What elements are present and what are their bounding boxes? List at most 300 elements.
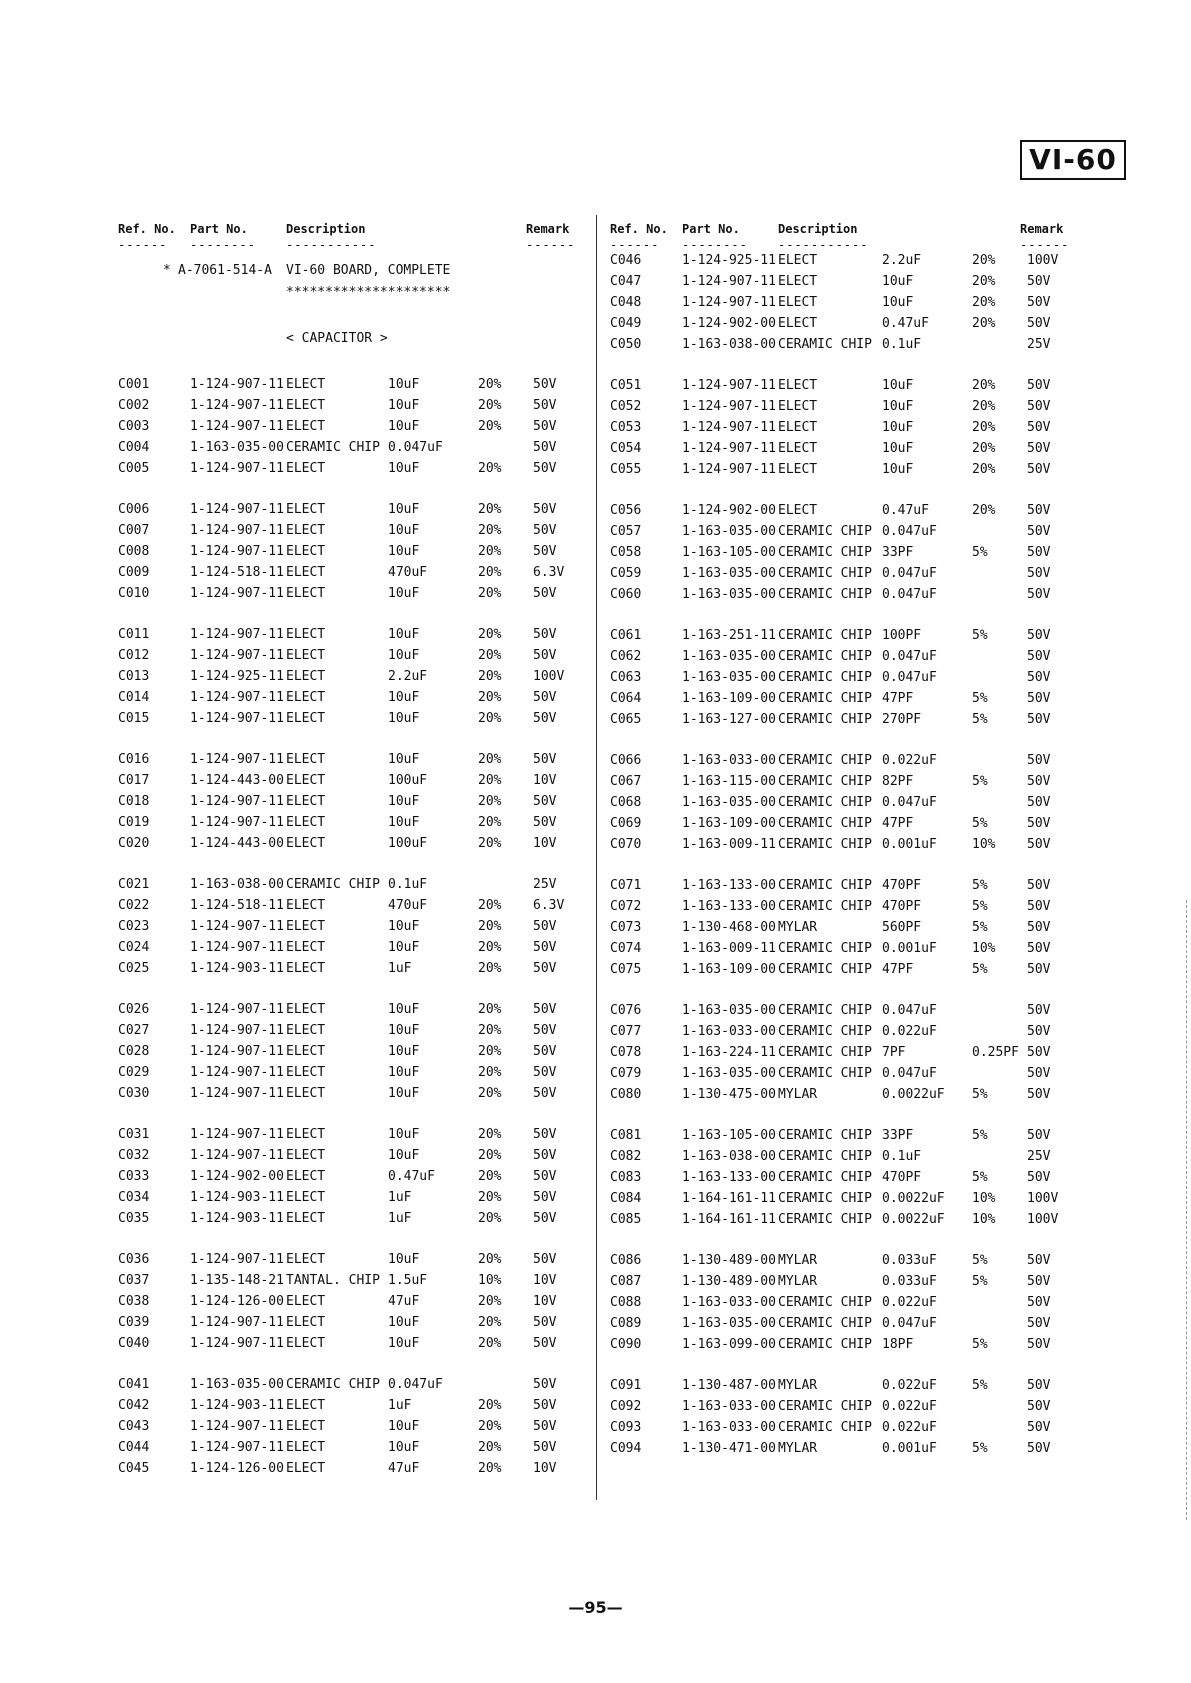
part-no: 1-163-035-00 (682, 587, 776, 602)
parts-row (610, 938, 1070, 959)
header-description-underline: ----------- (778, 238, 869, 252)
tolerance: 5% (972, 712, 988, 727)
assembly-stars-row (118, 282, 588, 304)
value: 47uF (388, 1461, 420, 1476)
tolerance: 5% (972, 1253, 988, 1268)
parts-row (118, 1437, 588, 1458)
remark: 50V (533, 752, 557, 767)
remark: 50V (1027, 795, 1051, 810)
parts-row (118, 1208, 588, 1229)
value: 10uF (388, 544, 420, 559)
description: CERAMIC CHIP (778, 1045, 872, 1060)
value: 10uF (882, 399, 914, 414)
part-no: 1-124-907-11 (190, 1148, 284, 1163)
model-label: VI-60 (1020, 140, 1126, 180)
ref-no: C015 (118, 711, 150, 726)
part-no: 1-163-105-00 (682, 545, 776, 560)
assembly-row (118, 260, 588, 282)
part-no: 1-124-907-11 (190, 648, 284, 663)
value: 47uF (388, 1294, 420, 1309)
parts-row (610, 1084, 1070, 1105)
part-no: 1-164-161-11 (682, 1212, 776, 1227)
value: 560PF (882, 920, 922, 935)
parts-row (610, 1438, 1070, 1459)
part-no: 1-124-907-11 (190, 919, 284, 934)
ref-no: C093 (610, 1420, 642, 1435)
value: 100uF (388, 773, 428, 788)
part-no: 1-163-033-00 (682, 1420, 776, 1435)
description: ELECT (778, 503, 818, 518)
description: ELECT (286, 1148, 326, 1163)
description: TANTAL. CHIP (286, 1273, 380, 1288)
description: ELECT (286, 836, 326, 851)
remark: 50V (1027, 878, 1051, 893)
description: CERAMIC CHIP (778, 1149, 872, 1164)
value: 33PF (882, 1128, 914, 1143)
parts-row (610, 1125, 1070, 1146)
value: 10uF (388, 586, 420, 601)
remark: 50V (533, 502, 557, 517)
ref-no: C058 (610, 545, 642, 560)
value: 10uF (388, 398, 420, 413)
ref-no: C009 (118, 565, 150, 580)
description: ELECT (778, 462, 818, 477)
description: ELECT (286, 1086, 326, 1101)
parts-row (118, 708, 588, 729)
header-part: Part No. (190, 222, 248, 236)
value: 1uF (388, 961, 412, 976)
remark: 50V (1027, 1420, 1051, 1435)
value: 10uF (388, 461, 420, 476)
description: ELECT (286, 544, 326, 559)
left-header (118, 222, 588, 260)
remark: 50V (533, 544, 557, 559)
description: CERAMIC CHIP (778, 1212, 872, 1227)
tolerance: 20% (478, 669, 502, 684)
parts-row (118, 520, 588, 541)
description: ELECT (778, 420, 818, 435)
tolerance: 20% (478, 1336, 502, 1351)
ref-no: C037 (118, 1273, 150, 1288)
description: MYLAR (778, 1274, 818, 1289)
header-ref: Ref. No. (610, 222, 668, 236)
description: CERAMIC CHIP (778, 962, 872, 977)
tolerance: 20% (478, 1461, 502, 1476)
value: 0.022uF (882, 1378, 937, 1393)
remark: 50V (1027, 1128, 1051, 1143)
description: CERAMIC CHIP (778, 566, 872, 581)
section-label: < CAPACITOR > (286, 331, 388, 346)
part-no: 1-124-902-00 (682, 503, 776, 518)
ref-no: C008 (118, 544, 150, 559)
description: CERAMIC CHIP (778, 1024, 872, 1039)
remark: 50V (533, 794, 557, 809)
value: 0.047uF (882, 649, 937, 664)
value: 10uF (388, 919, 420, 934)
tolerance: 10% (972, 1191, 996, 1206)
part-no: 1-163-009-11 (682, 837, 776, 852)
description: CERAMIC CHIP (778, 1191, 872, 1206)
value: 0.1uF (388, 877, 428, 892)
remark: 50V (1027, 753, 1051, 768)
description: ELECT (778, 316, 818, 331)
description: ELECT (286, 898, 326, 913)
tolerance: 20% (972, 295, 996, 310)
remark: 50V (1027, 628, 1051, 643)
part-no: 1-130-489-00 (682, 1253, 776, 1268)
ref-no: C081 (610, 1128, 642, 1143)
ref-no: C079 (610, 1066, 642, 1081)
parts-row (610, 646, 1070, 667)
remark: 50V (1027, 1295, 1051, 1310)
part-no: 1-163-109-00 (682, 691, 776, 706)
remark: 50V (1027, 441, 1051, 456)
ref-no: C006 (118, 502, 150, 517)
value: 10uF (388, 1086, 420, 1101)
value: 2.2uF (882, 253, 922, 268)
description: ELECT (286, 961, 326, 976)
tolerance: 5% (972, 1170, 988, 1185)
value: 10uF (388, 419, 420, 434)
part-no: 1-124-518-11 (190, 898, 284, 913)
description: MYLAR (778, 1087, 818, 1102)
value: 10uF (882, 274, 914, 289)
description: ELECT (286, 398, 326, 413)
remark: 10V (533, 1294, 557, 1309)
part-no: 1-163-033-00 (682, 1295, 776, 1310)
assembly-stars: ********************* (286, 285, 451, 300)
parts-row (118, 1333, 588, 1354)
parts-row (610, 438, 1070, 459)
tolerance: 20% (478, 1419, 502, 1434)
header-remark: Remark (526, 222, 570, 236)
description: ELECT (286, 1002, 326, 1017)
remark: 50V (533, 940, 557, 955)
description: ELECT (286, 377, 326, 392)
value: 470PF (882, 878, 922, 893)
header-remark: Remark (1020, 222, 1064, 236)
value: 47PF (882, 816, 914, 831)
tolerance: 20% (478, 1065, 502, 1080)
parts-row (118, 1374, 588, 1395)
remark: 50V (1027, 1441, 1051, 1456)
header-ref-underline: ------ (610, 238, 660, 252)
value: 0.047uF (882, 1316, 937, 1331)
part-no: 1-124-907-11 (682, 420, 776, 435)
value: 0.001uF (882, 1441, 937, 1456)
parts-row (118, 458, 588, 479)
description: ELECT (286, 752, 326, 767)
description: CERAMIC CHIP (778, 837, 872, 852)
remark: 50V (1027, 295, 1051, 310)
parts-row (118, 874, 588, 895)
tolerance: 5% (972, 899, 988, 914)
remark: 50V (533, 648, 557, 663)
remark: 100V (1027, 253, 1059, 268)
remark: 50V (533, 1023, 557, 1038)
remark: 50V (1027, 962, 1051, 977)
remark: 50V (1027, 1066, 1051, 1081)
ref-no: C014 (118, 690, 150, 705)
description: CERAMIC CHIP (778, 1003, 872, 1018)
parts-row (610, 813, 1070, 834)
description: CERAMIC CHIP (778, 753, 872, 768)
tolerance: 10% (972, 941, 996, 956)
ref-no: C034 (118, 1190, 150, 1205)
header-description: Description (778, 222, 858, 236)
tolerance: 20% (478, 1252, 502, 1267)
part-no: 1-163-035-00 (682, 1003, 776, 1018)
ref-no: C003 (118, 419, 150, 434)
parts-row (610, 1188, 1070, 1209)
remark: 6.3V (533, 565, 565, 580)
parts-row (610, 1000, 1070, 1021)
header-remark-underline: ------ (526, 238, 576, 252)
part-no: 1-124-907-11 (190, 1440, 284, 1455)
part-no: 1-163-009-11 (682, 941, 776, 956)
remark: 50V (533, 919, 557, 934)
parts-row (610, 313, 1070, 334)
remark: 50V (1027, 1378, 1051, 1393)
part-no: 1-124-907-11 (190, 627, 284, 642)
remark: 50V (1027, 462, 1051, 477)
tolerance: 20% (478, 836, 502, 851)
value: 0.47uF (882, 316, 929, 331)
ref-no: C075 (610, 962, 642, 977)
value: 0.0022uF (882, 1212, 945, 1227)
parts-row (610, 1209, 1070, 1230)
ref-no: C061 (610, 628, 642, 643)
tolerance: 5% (972, 816, 988, 831)
tolerance: 20% (478, 1044, 502, 1059)
parts-row (610, 625, 1070, 646)
ref-no: C004 (118, 440, 150, 455)
ref-no: C072 (610, 899, 642, 914)
remark: 50V (1027, 774, 1051, 789)
part-no: 1-124-518-11 (190, 565, 284, 580)
tolerance: 0.25PF (972, 1045, 1019, 1060)
description: ELECT (286, 940, 326, 955)
parts-row (118, 1312, 588, 1333)
description: ELECT (778, 378, 818, 393)
remark: 50V (533, 1211, 557, 1226)
tolerance: 20% (478, 940, 502, 955)
remark: 50V (1027, 274, 1051, 289)
tolerance: 20% (478, 565, 502, 580)
tolerance: 20% (478, 398, 502, 413)
parts-row (118, 916, 588, 937)
description: ELECT (286, 1336, 326, 1351)
description: CERAMIC CHIP (778, 545, 872, 560)
remark: 10V (533, 1461, 557, 1476)
remark: 6.3V (533, 898, 565, 913)
remark: 50V (533, 815, 557, 830)
remark: 50V (1027, 1253, 1051, 1268)
parts-row (610, 417, 1070, 438)
part-no: 1-130-487-00 (682, 1378, 776, 1393)
part-no: 1-135-148-21 (190, 1273, 284, 1288)
parts-row (118, 833, 588, 854)
part-no: 1-163-033-00 (682, 1024, 776, 1039)
value: 10uF (388, 502, 420, 517)
ref-no: C071 (610, 878, 642, 893)
parts-row (610, 834, 1070, 855)
description: ELECT (286, 1419, 326, 1434)
part-no: 1-163-133-00 (682, 1170, 776, 1185)
header-part-underline: -------- (190, 238, 256, 252)
parts-row (610, 292, 1070, 313)
ref-no: C042 (118, 1398, 150, 1413)
header-ref-underline: ------ (118, 238, 168, 252)
parts-row (118, 1083, 588, 1104)
remark: 50V (1027, 566, 1051, 581)
remark: 50V (533, 627, 557, 642)
remark: 50V (1027, 1274, 1051, 1289)
ref-no: C067 (610, 774, 642, 789)
description: ELECT (286, 648, 326, 663)
tolerance: 20% (478, 544, 502, 559)
description: ELECT (286, 461, 326, 476)
remark: 10V (533, 773, 557, 788)
tolerance: 20% (478, 1002, 502, 1017)
description: ELECT (286, 711, 326, 726)
remark: 50V (1027, 1316, 1051, 1331)
remark: 50V (533, 1398, 557, 1413)
description: ELECT (286, 1252, 326, 1267)
parts-row (610, 688, 1070, 709)
part-no: 1-163-133-00 (682, 899, 776, 914)
part-no: 1-124-443-00 (190, 836, 284, 851)
description: CERAMIC CHIP (778, 878, 872, 893)
parts-row (118, 1395, 588, 1416)
tolerance: 5% (972, 1274, 988, 1289)
part-no: 1-124-907-11 (190, 523, 284, 538)
remark: 50V (1027, 920, 1051, 935)
description: CERAMIC CHIP (778, 1128, 872, 1143)
remark: 50V (533, 690, 557, 705)
value: 0.033uF (882, 1274, 937, 1289)
parts-row (118, 895, 588, 916)
value: 10uF (388, 1315, 420, 1330)
part-no: 1-163-105-00 (682, 1128, 776, 1143)
ref-no: C020 (118, 836, 150, 851)
value: 0.47uF (882, 503, 929, 518)
parts-row (118, 958, 588, 979)
description: ELECT (286, 1461, 326, 1476)
ref-no: C035 (118, 1211, 150, 1226)
parts-row (118, 999, 588, 1020)
part-no: 1-163-109-00 (682, 816, 776, 831)
ref-no: C066 (610, 753, 642, 768)
parts-row (610, 250, 1070, 271)
remark: 50V (533, 377, 557, 392)
description: CERAMIC CHIP (778, 691, 872, 706)
tolerance: 20% (478, 1169, 502, 1184)
remark: 100V (1027, 1191, 1059, 1206)
value: 0.0022uF (882, 1191, 945, 1206)
ref-no: C012 (118, 648, 150, 663)
ref-no: C056 (610, 503, 642, 518)
ref-no: C083 (610, 1170, 642, 1185)
ref-no: C038 (118, 1294, 150, 1309)
parts-row (118, 1291, 588, 1312)
description: ELECT (778, 399, 818, 414)
ref-no: C016 (118, 752, 150, 767)
description: CERAMIC CHIP (778, 1399, 872, 1414)
description: ELECT (286, 1294, 326, 1309)
part-no: 1-124-907-11 (190, 461, 284, 476)
part-no: 1-163-038-00 (682, 337, 776, 352)
value: 10uF (882, 420, 914, 435)
remark: 50V (1027, 399, 1051, 414)
parts-row (118, 562, 588, 583)
ref-no: C077 (610, 1024, 642, 1039)
part-no: 1-124-443-00 (190, 773, 284, 788)
ref-no: C085 (610, 1212, 642, 1227)
ref-no: C018 (118, 794, 150, 809)
tolerance: 20% (478, 961, 502, 976)
tolerance: 5% (972, 628, 988, 643)
part-no: 1-163-035-00 (682, 670, 776, 685)
ref-no: C078 (610, 1045, 642, 1060)
remark: 10V (533, 836, 557, 851)
remark: 50V (533, 440, 557, 455)
description: ELECT (286, 773, 326, 788)
description: MYLAR (778, 1441, 818, 1456)
ref-no: C011 (118, 627, 150, 642)
part-no: 1-163-035-00 (682, 1316, 776, 1331)
description: CERAMIC CHIP (778, 670, 872, 685)
parts-row (610, 563, 1070, 584)
tolerance: 20% (972, 378, 996, 393)
tolerance: 20% (478, 1398, 502, 1413)
tolerance: 20% (972, 274, 996, 289)
ref-no: C051 (610, 378, 642, 393)
remark: 50V (533, 1377, 557, 1392)
ref-no: C094 (610, 1441, 642, 1456)
ref-no: C013 (118, 669, 150, 684)
tolerance: 20% (478, 1315, 502, 1330)
ref-no: C047 (610, 274, 642, 289)
parts-row (118, 499, 588, 520)
parts-row (118, 770, 588, 791)
remark: 10V (533, 1273, 557, 1288)
value: 1.5uF (388, 1273, 428, 1288)
parts-row (118, 583, 588, 604)
ref-no: C069 (610, 816, 642, 831)
description: CERAMIC CHIP (778, 1170, 872, 1185)
ref-no: C025 (118, 961, 150, 976)
tolerance: 10% (972, 837, 996, 852)
ref-no: C059 (610, 566, 642, 581)
tolerance: 20% (972, 441, 996, 456)
part-no: 1-163-115-00 (682, 774, 776, 789)
ref-no: C070 (610, 837, 642, 852)
description: CERAMIC CHIP (778, 337, 872, 352)
value: 10uF (388, 377, 420, 392)
remark: 50V (1027, 1170, 1051, 1185)
part-no: 1-124-907-11 (190, 1315, 284, 1330)
column-divider (596, 215, 597, 1500)
description: ELECT (286, 690, 326, 705)
remark: 50V (1027, 712, 1051, 727)
part-no: 1-130-471-00 (682, 1441, 776, 1456)
remark: 50V (1027, 545, 1051, 560)
tolerance: 5% (972, 691, 988, 706)
ref-no: C084 (610, 1191, 642, 1206)
value: 10uF (388, 690, 420, 705)
part-no: 1-163-035-00 (682, 524, 776, 539)
